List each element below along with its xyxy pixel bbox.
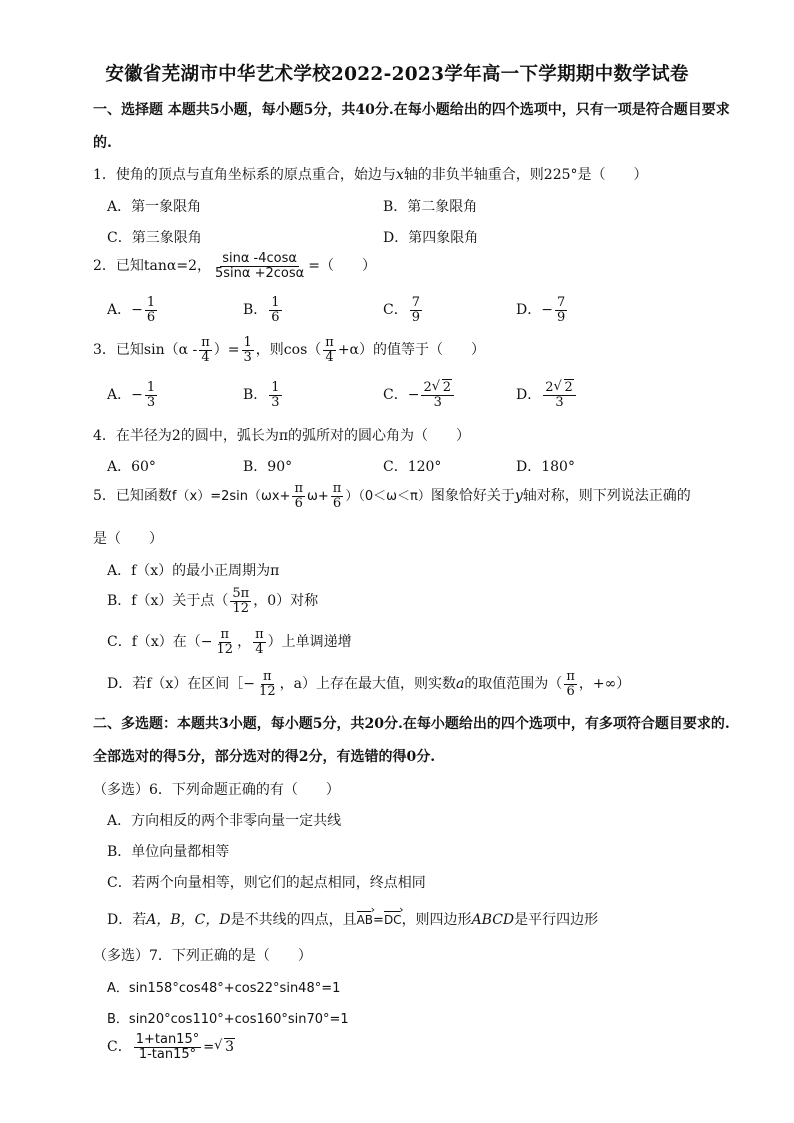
q7-option-c <box>107 1033 235 1061</box>
section1-header <box>93 94 744 160</box>
q6-option-c: C．若两个向量相等，则它们的起点相同，终点相同 <box>107 875 426 891</box>
q2-b-den: 6 <box>271 309 280 325</box>
q5-mid: ω+ <box>307 489 329 505</box>
q3-pi-b: π <box>325 335 334 350</box>
q2-c-label: C． <box>383 302 408 319</box>
q5-option-c <box>107 628 352 656</box>
q2-option-a <box>107 296 159 324</box>
q5-stem-text: 5．已知函数 <box>93 488 172 505</box>
q3-b-label: B． <box>243 387 268 404</box>
q3-a-sign: − <box>131 387 143 404</box>
q6-d-abcd: ABCD <box>471 912 515 928</box>
q6-option-b: B．单位向量都相等 <box>107 844 230 860</box>
q5-func: f（x）=2sin（ωx+ <box>171 489 291 505</box>
q3-four-b: 4 <box>325 349 334 365</box>
q3-d-label: D． <box>516 387 542 404</box>
q3-pi-over-4 <box>199 336 212 364</box>
q5-d-num2: π <box>566 669 575 684</box>
q5-option-d <box>107 670 630 698</box>
q5-c-fraction-2 <box>253 628 266 656</box>
q5-option-b <box>107 587 318 615</box>
q2-c-fraction <box>410 296 422 324</box>
section1-header-line1: 一、选择题 本题共5小题，每小题5分，共40分.在每小题给出的四个选项中，只有一项是符合题目要求 <box>93 102 730 118</box>
q6-option-d <box>107 909 598 929</box>
q5-d-text-2: ，a）上存在最大值，则实数 <box>279 676 456 693</box>
q2-c-den: 9 <box>411 309 420 325</box>
q5-c-text: C．f（x）在（− <box>107 634 213 651</box>
q7-c-sqrt <box>214 1039 235 1055</box>
q6-d-vector-ab: AB › <box>357 913 373 927</box>
q5-c-comma: ， <box>237 634 252 651</box>
q5-d-fraction <box>257 670 278 698</box>
q7-c-num: 1+tan15° <box>135 1032 200 1047</box>
q3-c-label: C． <box>383 387 408 404</box>
q5-pi-b: π <box>332 481 342 496</box>
q6-d-points: A，B，C，D <box>146 912 231 928</box>
q5-range: （0＜ω＜π） <box>358 489 431 505</box>
q2-d-den: 9 <box>556 309 566 325</box>
q2-stem-text: 2．已知tanα=2， <box>93 258 211 275</box>
q3-c-radicand: 2 <box>442 380 452 395</box>
q3-stem-text-3: ，则cos（ <box>255 342 322 359</box>
q6-d-text-2: 是不共线的四点，且 <box>230 912 357 928</box>
q3-c-den: 3 <box>433 394 442 410</box>
q7-c-radicand: 3 <box>225 1039 235 1056</box>
q6-d-eq: = <box>373 913 384 928</box>
q3-three: 3 <box>243 349 252 365</box>
q5-d-text-4: ，+∞） <box>578 676 631 693</box>
q1-option-a: A．第一象限角 <box>107 199 202 215</box>
question-6-stem: （多选）6．下列命题正确的有（ ） <box>93 782 340 798</box>
q5-var-y: y <box>514 488 523 505</box>
q6-d-text-4: 是平行四边形 <box>514 912 599 928</box>
q2-a-sign: − <box>131 302 143 319</box>
q5-c-num1: π <box>220 627 230 642</box>
q5-pi-over-6 <box>292 482 305 510</box>
q3-option-a <box>107 381 159 409</box>
q5-c-den2: 4 <box>255 641 264 657</box>
q4-option-c: C．120° <box>383 459 442 475</box>
q3-d-num <box>543 381 576 396</box>
q5-option-a: A．f（x）的最小正周期为π <box>107 563 280 579</box>
q7-option-a: A．sin158°cos48°+cos22°sin48°=1 <box>107 981 341 996</box>
q5-c-fraction-1 <box>215 628 236 656</box>
q4-option-d: D．180° <box>516 459 575 475</box>
q2-stem-text-2: =（ ） <box>308 258 376 275</box>
q2-denominator: 5sinα +2cosα <box>215 265 305 281</box>
q4-option-b: B．90° <box>243 459 293 475</box>
q5-c-text-2: ）上单调递增 <box>267 634 352 651</box>
q6-d-vector-dc: DC › <box>384 913 402 927</box>
q2-a-fraction <box>145 296 157 324</box>
q2-d-sign: − <box>541 302 553 319</box>
q5-stem-text-2: 图象恰好关于 <box>430 488 515 505</box>
q3-a-num: 1 <box>146 380 156 395</box>
q3-a-den: 3 <box>146 394 156 410</box>
q5-d-num: π <box>263 669 272 684</box>
q5-pi: π <box>294 481 303 496</box>
q2-d-num: 7 <box>556 295 566 310</box>
q5-close: ） <box>345 489 359 505</box>
q5-d-text: D．若f（x）在区间［− <box>107 676 256 693</box>
q3-option-c <box>383 381 456 409</box>
q3-four: 4 <box>201 349 210 365</box>
q7-c-label: C． <box>107 1039 132 1056</box>
q3-d-den: 3 <box>555 394 564 410</box>
q3-stem-text-4: +α）的值等于（ ） <box>337 342 485 359</box>
q5-b-text-2: ，0）对称 <box>253 593 319 610</box>
q3-c-num <box>421 381 454 396</box>
q2-b-num: 1 <box>271 295 280 310</box>
q2-a-label: A． <box>107 302 132 319</box>
q3-b-fraction <box>269 381 281 409</box>
q1-option-c: C．第三象限角 <box>107 230 202 246</box>
q3-c-sqrt <box>432 381 452 395</box>
q3-c-sign: − <box>407 387 420 404</box>
q3-d-fraction <box>543 381 576 409</box>
q2-a-den: 6 <box>146 309 156 325</box>
q7-c-den: 1-tan15° <box>138 1046 197 1062</box>
q3-d-radicand: 2 <box>564 380 573 395</box>
q5-c-num2: π <box>255 627 264 642</box>
q3-d-coef: 2 <box>545 380 554 395</box>
q1-option-d: D．第四象限角 <box>383 230 479 246</box>
section2-header-line2: 全部选对的得5分，部分选对的得2分，有选错的得0分. <box>93 749 436 765</box>
q2-d-fraction <box>555 296 567 324</box>
q5-stem-text-3: 轴对称，则下列说法正确的 <box>522 488 691 505</box>
q3-pi-over-4-b <box>323 336 336 364</box>
q6-d-text: D．若 <box>107 912 147 928</box>
q2-a-num: 1 <box>146 295 156 310</box>
q5-b-num: 5π <box>232 586 250 601</box>
q3-stem-text: 3．已知sin（α - <box>93 342 198 359</box>
q3-b-den: 3 <box>271 394 280 410</box>
q3-option-b <box>243 381 284 409</box>
q5-c-den1: 12 <box>216 641 234 657</box>
q3-c-coef: 2 <box>423 380 432 395</box>
q3-c-fraction <box>421 381 454 409</box>
q3-stem-text-2: ）= <box>213 342 240 359</box>
q7-option-b: B．sin20°cos110°+cos160°sin70°=1 <box>107 1012 349 1027</box>
q6-option-a: A．方向相反的两个非零向量一定共线 <box>107 813 342 829</box>
q5-six: 6 <box>294 495 303 511</box>
q3-d-sqrt <box>554 381 574 395</box>
q3-one-third <box>242 336 254 364</box>
q3-a-fraction <box>145 381 157 409</box>
question-7-stem: （多选）7．下列正确的是（ ） <box>93 948 312 964</box>
q3-option-d <box>516 381 578 409</box>
q2-numerator: sinα -4cosα <box>222 251 297 266</box>
q2-fraction <box>213 252 306 280</box>
q7-c-fraction <box>134 1033 202 1061</box>
q5-d-text-3: 的取值范围为（ <box>464 676 563 693</box>
q4-option-a: A．60° <box>107 459 156 475</box>
question-1-stem <box>93 164 648 184</box>
q3-b-num: 1 <box>271 380 280 395</box>
q2-c-num: 7 <box>411 295 420 310</box>
q5-stem-line2: 是（ ） <box>93 531 163 547</box>
q6-d-text-3: ，则四边形 <box>401 912 472 928</box>
q2-b-fraction <box>269 296 281 324</box>
q5-six-b: 6 <box>332 495 342 511</box>
q2-b-label: B． <box>243 302 268 319</box>
q1-var-x: x <box>395 167 404 183</box>
section2-header-line1: 二、多选题：本题共3小题，每小题5分，共20分.在每小题给出的四个选项中，有多项符合题目要求的. <box>93 716 730 732</box>
q3-pi: π <box>201 335 210 350</box>
q2-option-d <box>516 296 569 324</box>
q5-b-fraction <box>230 587 251 615</box>
question-3-stem <box>93 336 485 364</box>
q5-d-den2: 6 <box>566 683 575 699</box>
q1-stem-text: 1．使角的顶点与直角坐标系的原点重合，始边与 <box>93 167 396 183</box>
question-5-stem <box>93 482 691 510</box>
q5-b-text: B．f（x）关于点（ <box>107 593 229 610</box>
q5-pi-over-6-b <box>331 482 344 510</box>
q7-c-eq: = <box>203 1040 215 1056</box>
q5-b-den: 12 <box>232 600 250 616</box>
q5-d-var-a: a <box>455 676 465 693</box>
question-4-stem: 4．在半径为2的圆中，弧长为π的弧所对的圆心角为（ ） <box>93 428 471 444</box>
q1-option-b: B．第二象限角 <box>383 199 478 215</box>
section1-header-line2: 的. <box>93 135 112 151</box>
q2-option-c <box>383 296 424 324</box>
q5-d-fraction-2 <box>564 670 577 698</box>
q2-d-label: D． <box>516 302 542 319</box>
page-title: 安徽省芜湖市中华艺术学校2022-2023学年高一下学期期中数学试卷 <box>105 64 689 85</box>
question-2-stem <box>93 252 376 280</box>
section2-header <box>93 708 744 774</box>
q2-option-b <box>243 296 284 324</box>
q3-one: 1 <box>243 335 252 350</box>
q1-stem-text-2: 轴的非负半轴重合，则225°是（ ） <box>403 167 648 183</box>
q3-a-label: A． <box>107 387 132 404</box>
q5-d-den: 12 <box>259 683 276 699</box>
